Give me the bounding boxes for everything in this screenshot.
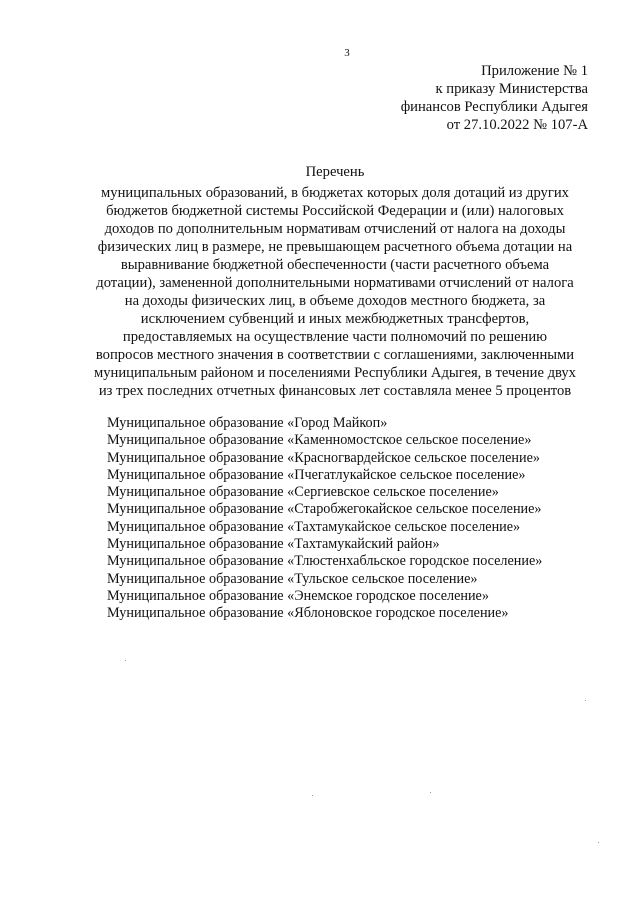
list-item: Муниципальное образование «Город Майкоп»	[107, 415, 388, 431]
list-item: Муниципальное образование «Тульское сельское поселение»	[107, 570, 478, 587]
heading-line: муниципальным районом и поселениями Республики Адыгея, в течение двух	[94, 365, 576, 381]
heading-line: исключением субвенций и иных межбюджетных трансфертов,	[140, 311, 530, 327]
municipality-list	[107, 415, 542, 623]
annex-line-2: к приказу Министерства	[435, 81, 588, 97]
list-item: Муниципальное образование «Красногвардейское сельское поселение»	[107, 449, 540, 466]
list-item: Муниципальное образование «Каменномостское сельское поселение»	[107, 432, 532, 449]
scan-speck	[430, 792, 431, 793]
scan-speck	[125, 660, 126, 661]
document-title: Перечень	[305, 164, 365, 180]
list-item: Муниципальное образование «Тахтамукайское сельское поселение»	[107, 518, 521, 535]
list-item: Муниципальное образование «Сергиевское сельское поселение»	[107, 484, 499, 501]
list-item: Муниципальное образование «Тлюстенхабльское городское поселение»	[107, 553, 543, 570]
heading-line: вопросов местного значения в соответствии с соглашениями, заключенными	[95, 347, 575, 363]
list-item: Муниципальное образование «Пчегатлукайское сельское поселение»	[107, 466, 526, 483]
annex-line-4: от 27.10.2022 № 107-А	[446, 117, 588, 133]
list-item: Муниципальное образование «Тахтамукайский район»	[107, 536, 440, 553]
scan-speck	[312, 795, 313, 796]
scan-speck	[585, 700, 586, 701]
heading-line: выравнивание бюджетной обеспеченности (части расчетного объема	[120, 257, 550, 273]
heading-line: муниципальных образований, в бюджетах которых доля дотаций из других	[101, 185, 569, 201]
heading-line: бюджетов бюджетной системы Российской Федерации и (или) налоговых	[106, 203, 564, 219]
document-heading	[80, 163, 590, 400]
annex-line-1: Приложение № 1	[481, 63, 588, 79]
list-item: Муниципальное образование «Энемское городское поселение»	[107, 587, 489, 604]
heading-line: доходов по дополнительным нормативам отчислений от налога на доходы	[104, 221, 566, 237]
page-number: 3	[344, 47, 350, 59]
annex-header	[401, 62, 588, 134]
heading-line: физических лиц в размере, не превышающем расчетного объема дотации на	[97, 239, 573, 255]
scan-speck	[598, 842, 599, 843]
heading-line: дотации), замененной дополнительными нормативами отчислений от налога	[96, 275, 574, 291]
annex-line-3: финансов Республики Адыгея	[400, 99, 588, 115]
heading-line: предоставляемых на осуществление части полномочий по решению	[122, 329, 548, 345]
list-item: Муниципальное образование «Старобжегокайское сельское поселение»	[107, 501, 542, 518]
heading-line: на доходы физических лиц, в объеме доходов местного бюджета, за	[124, 293, 546, 309]
heading-line: из трех последних отчетных финансовых лет составляла менее 5 процентов	[98, 383, 572, 399]
list-item: Муниципальное образование «Яблоновское городское поселение»	[107, 605, 509, 622]
